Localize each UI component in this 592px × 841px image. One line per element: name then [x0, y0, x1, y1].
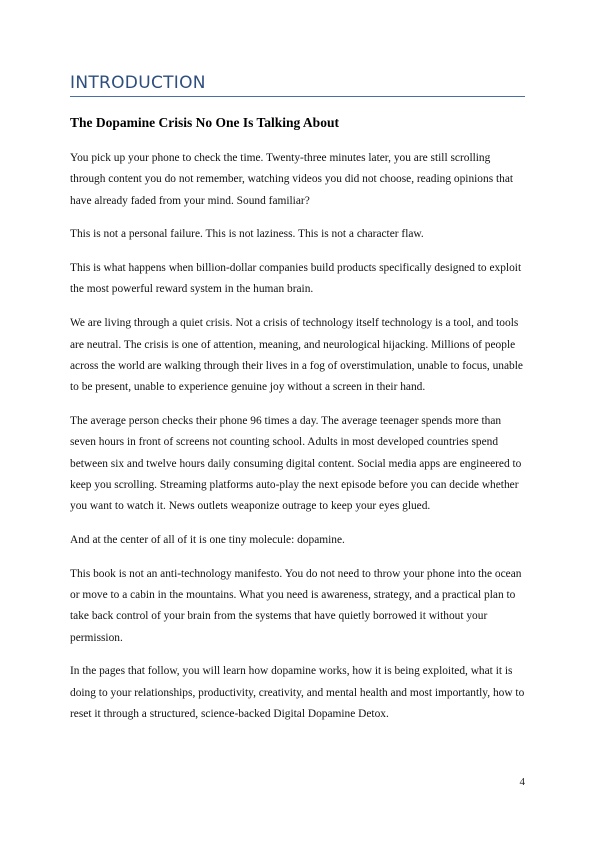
- section-heading: INTRODUCTION: [70, 72, 525, 97]
- paragraph: This book is not an anti-technology manifesto. You do not need to throw your phone into the ocean or move to a cabin in the mountains. What you need is awareness, strategy, and a practical plan to take back control of your brain from the systems that have quietly borrowed it without your permission.: [70, 567, 522, 644]
- chapter-subtitle: The Dopamine Crisis No One Is Talking About: [70, 115, 339, 130]
- paragraph: This is not a personal failure. This is not laziness. This is not a character flaw.: [70, 228, 424, 241]
- page-number: 4: [519, 776, 525, 788]
- paragraph: And at the center of all of it is one tiny molecule: dopamine.: [70, 533, 345, 546]
- paragraph: You pick up your phone to check the time. Twenty-three minutes later, you are still scrolling through content you do not remember, watching videos you did not choose, reading opinions that have already faded from your mind. Sound familiar?: [70, 152, 514, 207]
- paragraph: The average person checks their phone 96 times a day. The average teenager spends more than seven hours in front of screens not counting school. Adults in most developed countries spend between six and twelve hours daily consuming digital content. Social media apps are engineered to keep you scrolling. Streaming platforms auto-play the next episode before you can decide whether you want to watch it. News outlets weaponize outrage to keep your eyes glued.: [70, 414, 522, 513]
- paragraph: We are living through a quiet crisis. Not a crisis of technology itself technology is a tool, and tools are neutral. The crisis is one of attention, meaning, and neurological hijacking. Millions of people across the world are walking through their lives in a fog of overstimulation, unable to focus, unable to be present, unable to experience genuine joy without a screen in their hand.: [70, 317, 523, 394]
- paragraph: In the pages that follow, you will learn how dopamine works, how it is being exploited, what it is doing to your relationships, productivity, creativity, and mental health and most importantly, how to reset it through a structured, science-backed Digital Dopamine Detox.: [70, 665, 525, 721]
- body-text: [70, 148, 525, 738]
- paragraph: This is what happens when billion-dollar companies build products specifically designed to exploit the most powerful reward system in the human brain.: [70, 262, 522, 296]
